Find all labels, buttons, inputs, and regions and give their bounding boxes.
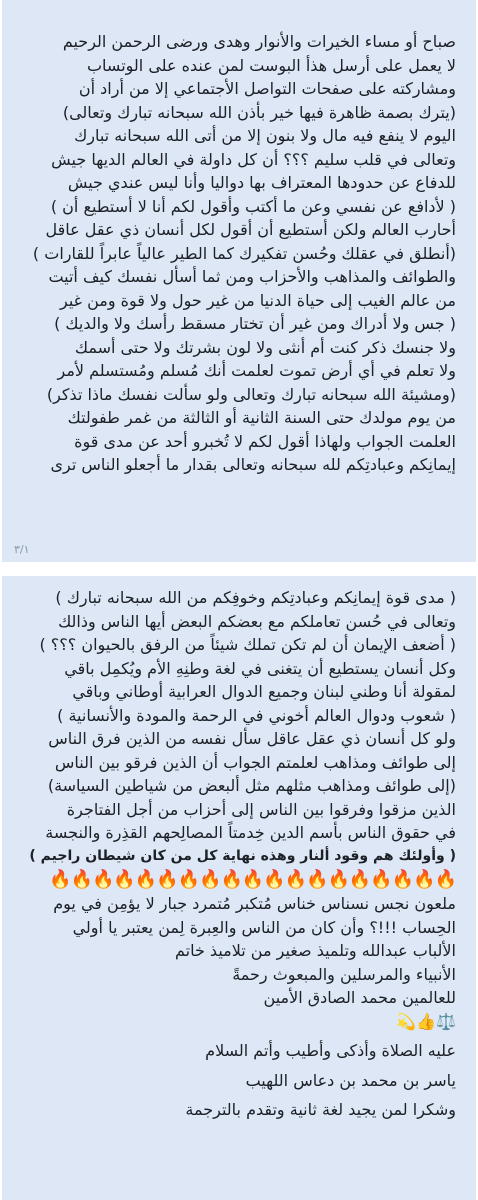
message-1-text xyxy=(16,0,456,477)
message-line: إلى طوائف ومذاهب لعلمتم الجواب أن الذين فرقو بين الناس xyxy=(54,752,456,772)
message-line: الذين مزقوا وفرقوا بين الناس إلى أحزاب من أجل الفتاجرة xyxy=(66,799,456,819)
message-line: (أنطلق في عقلك وحُسن تفكيرك كما الطير عالياً عابراً للقارات ) xyxy=(32,243,456,263)
message-line: ( مدى قوة إيمانِكم وعبادتِكم وخوفِكم من الله سبحانه تبارك ) xyxy=(55,588,456,607)
message-line: ( لأدافع عن نفسي وعن ما أكتب وأقول لكم أنا لا أستطيع أن ) xyxy=(50,196,456,216)
message-line: ولو كل أنسان ذي عقل عاقل سأل نفسه من الذين فرق الناس xyxy=(48,729,456,748)
message-line: العلمت الجواب ولهاذا أقول لكم لا تُخبرو أحد عن مدى قوة xyxy=(74,431,456,451)
message-line: لمقولة أنا وطني لبنان وجميع الدوال العرابية أوطاني وباقي xyxy=(72,682,456,701)
message-line: صباح أو مساء الخيرات والأنوار وهدى ورضى الرحمن الرحيم xyxy=(62,32,456,51)
message-line: وكل أنسان يستطيع أن يتغنى في لغة وطنِهِ الأم ويُكمِل باقي xyxy=(64,658,456,678)
message-line: وشكرا لمن يجيد لغة ثانية وتقدم بالترجمة xyxy=(185,1100,456,1119)
message-line: لا يعمل على أرسل هذأ البوست لمن عنده على الوتساب xyxy=(86,55,456,75)
page-indicator: ٣/١ xyxy=(14,543,30,556)
message-line: ومشاركته على صفحات التواصل الأجتماعي إلا من أراد أن xyxy=(78,79,456,98)
message-line: ياسر بن محمد بن دعاس اللهيب xyxy=(245,1070,456,1090)
emoji-row: ⚖️👍💫 xyxy=(396,1011,456,1031)
message-line: في حقوق الناس بأسم الدين خِدمتاً المصالِحهم القذِرة والنجسة xyxy=(45,823,456,842)
bold-message-line: ( وأولئك هم وقود ألنار وهذه نهاية كل من كان شيطان راجيم ) xyxy=(29,847,456,864)
message-line: عليه الصلاة وأذكى وأطيب وأتم السلام xyxy=(205,1041,456,1060)
message-line: ملعون نجس نسناس خناس مُتكبر مُتمرد جبار لا يؤمِن في يوم xyxy=(53,894,456,913)
message-bubble-1[interactable] xyxy=(2,0,476,562)
message-line: ولا تعلم في أي أرض تموت لعلمت أنك مُسلم ومُستسلم لأمر xyxy=(57,361,456,380)
message-line: الحِساب !!!؟ وأن كان من الناس والعِبرة لِمن يعتبر يا أولي xyxy=(72,917,456,937)
message-line: للدفاع عن حدودها المعتراف بها دواليا وأنا ليس عندي جيش xyxy=(67,173,456,192)
message-line: ( شعوب ودوال العالم أخوني في الرحمة والمودة والأنسانية ) xyxy=(57,705,456,725)
message-line: (ومشيئة الله سبحانه تبارك وتعالى ولو سألت نفسك ماذا تذكر) xyxy=(46,384,456,404)
message-line: ( جس ولا أدراك ومن غير أن تختار مسقط رأسك ولا والديك ) xyxy=(54,314,456,333)
fire-emoji-row: 🔥🔥🔥🔥🔥🔥🔥🔥🔥🔥🔥🔥🔥🔥🔥🔥🔥🔥🔥 xyxy=(49,869,456,890)
message-line: الألباب عبدالله وتلميذ صغير من تلاميذ خاتم xyxy=(174,941,456,960)
message-line: ( أضعف الإيمان أن لم تكن تملك شيئاً من الرفق بالحيوان ؟؟؟ ) xyxy=(39,635,456,654)
message-line: وتعالى في حُسن تعاملكم مع بعضكم البعض أيها الناس وذالك xyxy=(58,611,456,631)
message-line: للعالمين محمد الصادق الأمين xyxy=(263,988,456,1007)
message-2-text xyxy=(16,576,456,1122)
message-bubble-2[interactable] xyxy=(2,576,476,1200)
message-line: من يوم مولدك حتى السنة الثانية أو الثالثة من غمر طفولتك xyxy=(67,408,456,427)
message-line: ولا جنسك ذكر كنت أم أنثى ولا لون بشرتك ولا حتى أسمك xyxy=(74,337,456,357)
message-line: الأنبياء والمرسلين والمبعوث رحمةً xyxy=(232,964,456,984)
message-line: والطوائف والمذاهب والأحزاب ومن ثما أسأل نفسك كيف أتيت xyxy=(48,267,456,286)
message-line: إيمانِكم وعبادتِكم لله سبحانه وتعالى بقدار ما أجعلو الناس ترى xyxy=(50,455,456,474)
message-line: (إلى طوائف ومذاهب مثلهم مثل ألبعض من شياطين السياسة) xyxy=(47,776,456,795)
message-line: اليوم لا ينفع فيه مال ولا بنون إلا من أتى الله سبحانه تبارك xyxy=(74,126,456,145)
message-line: أحارب العالم ولكن أستطيع أن أقول لكل أنسان ذي عقل عاقل xyxy=(45,220,456,239)
message-line: (يترك بصمة ظاهرة فيها خير بأذن الله سبحانه تبارك وتعالى) xyxy=(62,102,456,122)
message-line: من عالم الغيب إلى حياة الدنيا من غير حول ولا قوة ومن غير xyxy=(59,290,456,310)
message-line: وتعالى في قلب سليم ؟؟؟ أن كل داولة في العالم الديها جيش xyxy=(51,149,456,169)
